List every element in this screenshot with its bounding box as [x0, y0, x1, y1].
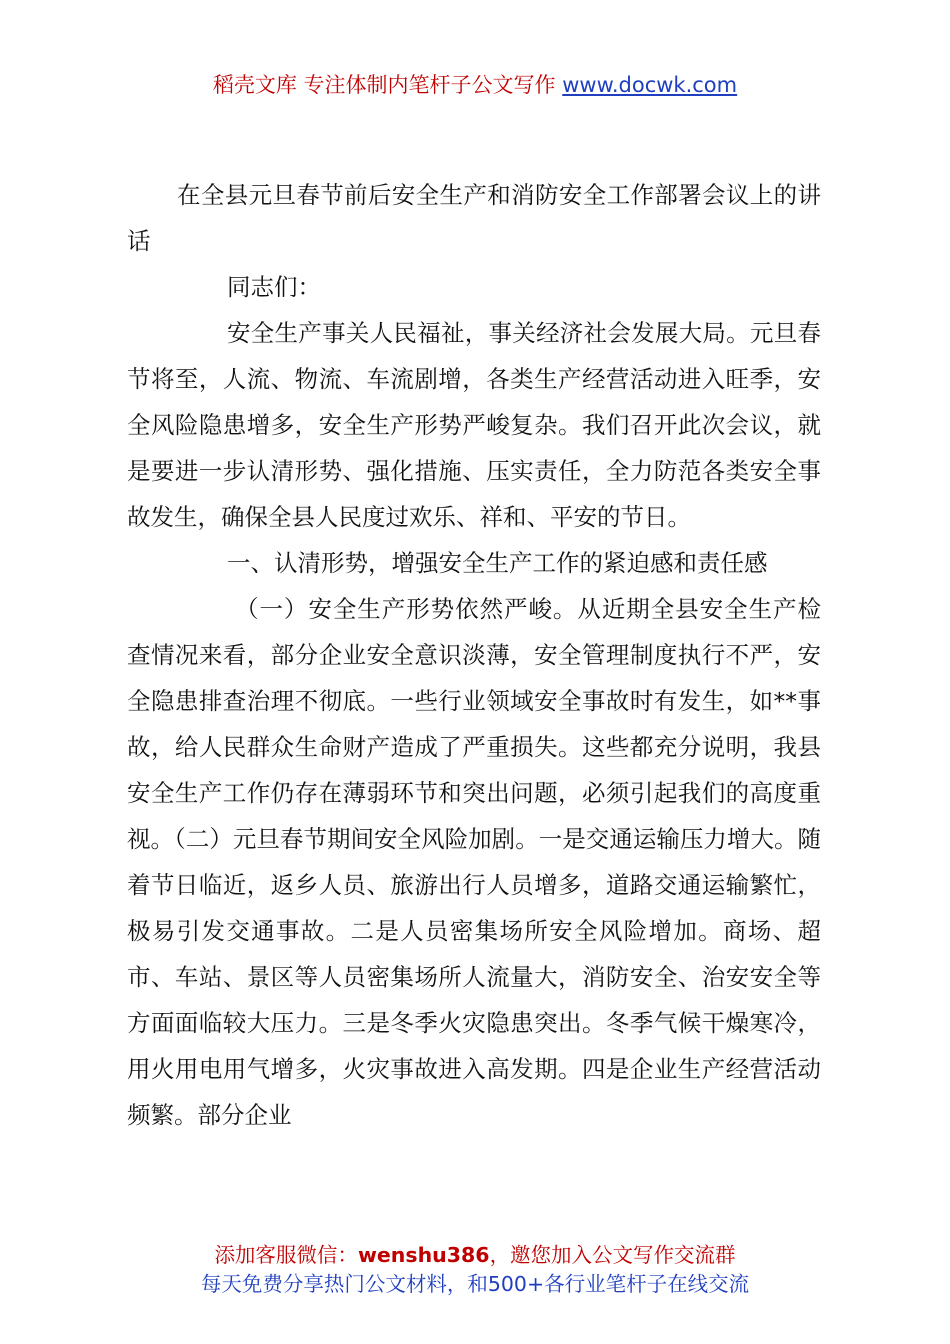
footer-line-wechat [0, 1241, 950, 1270]
salutation: 同志们： [227, 273, 321, 301]
paragraph-intro: 安全生产事关人民福祉，事关经济社会发展大局。元旦春节将至，人流、物流、车流剧增，各类生产经营活动进入旺季，安全风险隐患增多，安全生产形势严峻复杂。我们召开此次会议，就是要进一步认清形势、强化措施、压实责任，全力防范各类安全事故发生，确保全县人民度过欢乐、祥和、平安的节日。 [127, 319, 821, 531]
section-heading: 一、认清形势，增强安全生产工作的紧迫感和责任感 [227, 549, 768, 577]
document-title: 在全县元旦春节前后安全生产和消防安全工作部署会议上的讲话 [127, 181, 821, 255]
document-body [127, 172, 821, 1138]
footer-wechat-prefix: 添加客服微信： [214, 1243, 358, 1267]
watermark-header [0, 70, 950, 100]
paragraph-situation: （一）安全生产形势依然严峻。从近期全县安全生产检查情况来看，部分企业安全意识淡薄，安全管理制度执行不严，安全隐患排查治理不彻底。一些行业领域安全事故时有发生，如**事故，给人民群众生命财产造成了严重损失。这些都充分说明，我县安全生产工作仍存在薄弱环节和突出问题，必须引起我们的高度重视。（二）元旦春节期间安全风险加剧。一是交通运输压力增大。随着节日临近，返乡人员、旅游出行人员增多，道路交通运输繁忙，极易引发交通事故。二是人员密集场所安全风险增加。商场、超市、车站、景区等人员密集场所人流量大，消防安全、治安安全等方面面临较大压力。三是冬季火灾隐患突出。冬季气候干燥寒冷，用火用电用气增多，火灾事故进入高发期。四是企业生产经营活动频繁。部分企业 [127, 595, 821, 1129]
footer-wechat-suffix: ，邀您加入公文写作交流群 [489, 1243, 736, 1267]
header-url-link[interactable]: www.docwk.com [562, 73, 738, 97]
footer-wechat-id: wenshu386 [357, 1243, 490, 1267]
promo-footer [0, 1241, 950, 1299]
footer-line-share: 每天免费分享热门公文材料，和500+各行业笔杆子在线交流 [200, 1272, 750, 1296]
header-brand-text: 稻壳文库 专注体制内笔杆子公文写作 [212, 73, 556, 97]
